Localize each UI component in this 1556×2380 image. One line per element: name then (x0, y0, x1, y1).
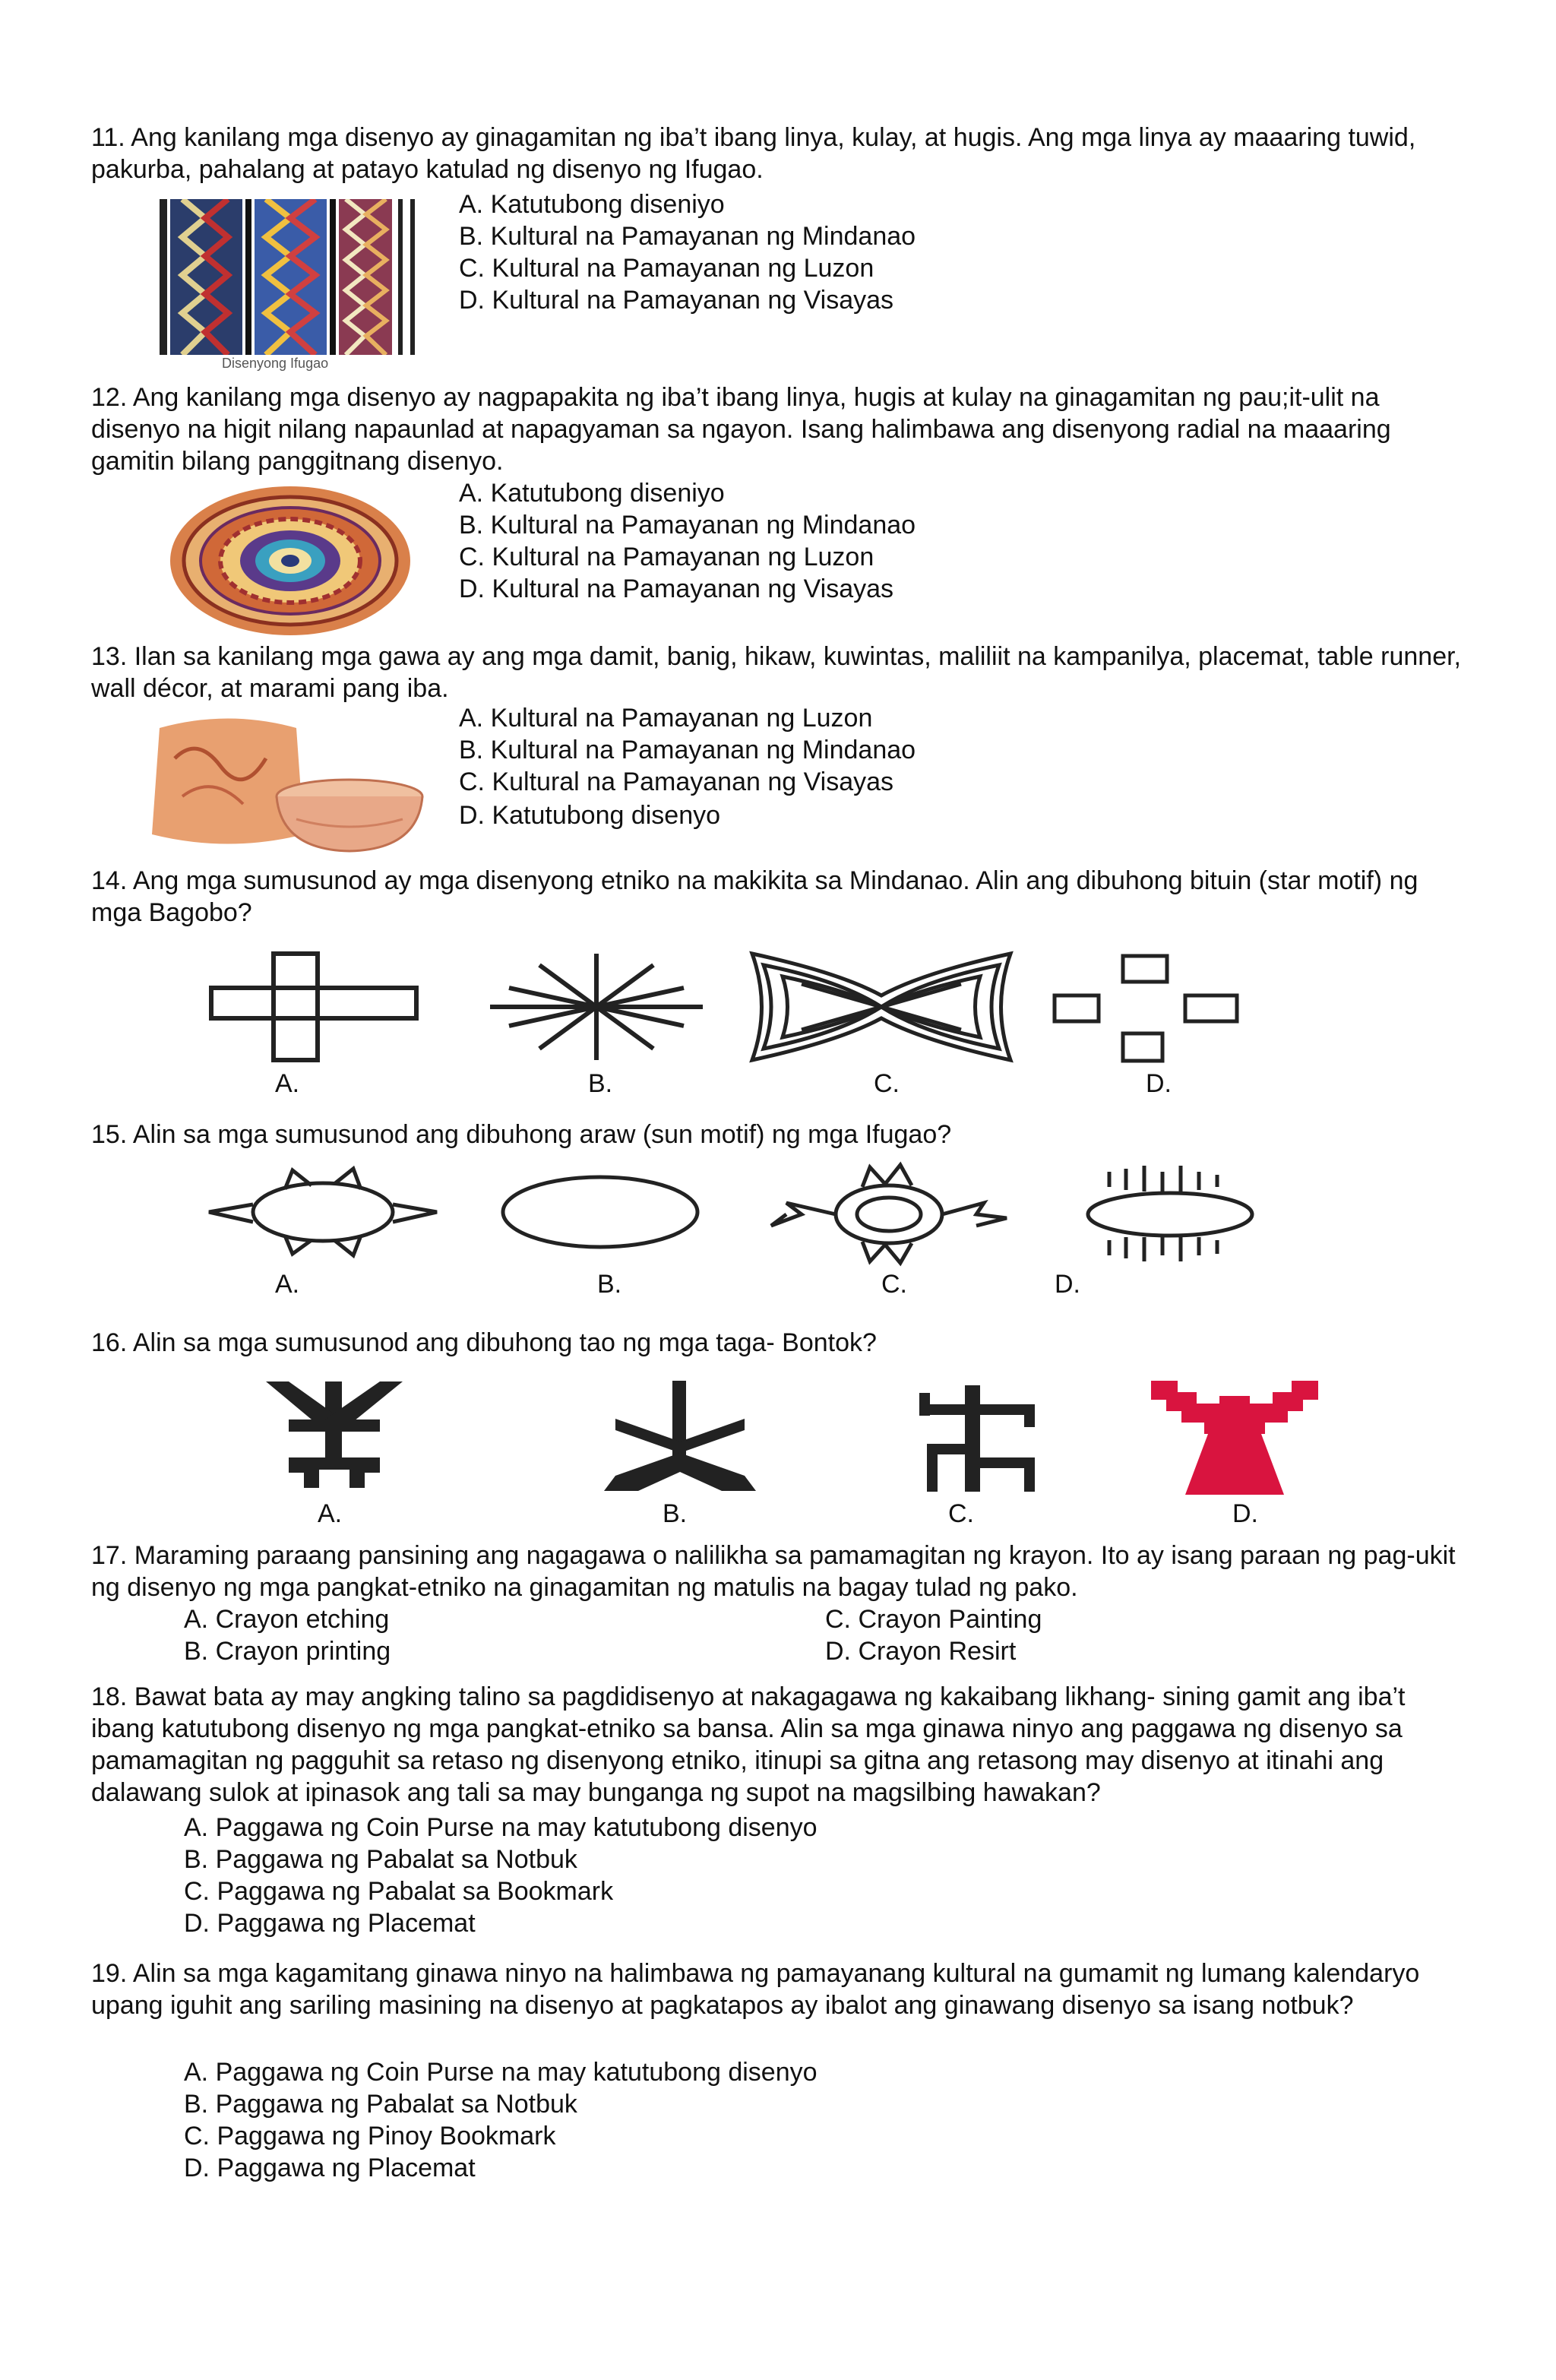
q19-option-b[interactable]: B. Paggawa ng Pabalat sa Notbuk (184, 2090, 577, 2119)
q16-human-c-icon[interactable] (897, 1381, 1048, 1499)
question-15-text: 15. Alin sa mga sumusunod ang dibuhong araw (sun motif) ng mga Ifugao? (91, 1120, 952, 1149)
q18-option-c[interactable]: C. Paggawa ng Pabalat sa Bookmark (184, 1877, 614, 1906)
q15-sun-b-icon[interactable] (498, 1170, 703, 1258)
q15-label-a: A. (275, 1270, 300, 1299)
q16-label-a: A. (318, 1499, 343, 1528)
q16-label-b: B. (663, 1499, 688, 1528)
q14-label-a: A. (275, 1069, 300, 1098)
q11-option-c[interactable]: C. Kultural na Pamayanan ng Luzon (459, 254, 874, 283)
question-19-text: 19. Alin sa mga kagamitang ginawa ninyo na halimbawa ng pamayanang kultural na gumamit ng lumang kalendaryo upang iguhit ang sariling masining na disenyo at pagkatapos ay ibalot ang ginawang disenyo sa isang notbuk? (91, 1959, 1420, 2020)
q17-option-d[interactable]: D. Crayon Resirt (825, 1637, 1017, 1666)
q16-label-c: C. (948, 1499, 974, 1528)
q19-option-a[interactable]: A. Paggawa ng Coin Purse na may katutubong disenyo (184, 2058, 818, 2087)
q15-label-b: B. (597, 1270, 622, 1299)
q17-option-b[interactable]: B. Crayon printing (184, 1637, 391, 1666)
q16-label-d: D. (1232, 1499, 1258, 1528)
q18-option-a[interactable]: A. Paggawa ng Coin Purse na may katutubong disenyo (184, 1813, 818, 1842)
q17-option-c[interactable]: C. Crayon Painting (825, 1605, 1042, 1634)
question-11-text: 11. Ang kanilang mga disenyo ay ginagamitan ng iba’t ibang linya, kulay, at hugis. Ang mga linya ay maaaring tuwid, pakurba, pahalang at patayo katulad ng disenyo ng Ifugao. (91, 123, 1416, 184)
q16-human-a-icon[interactable] (258, 1374, 410, 1499)
q16-human-b-icon[interactable] (600, 1377, 760, 1502)
q16-human-d-icon[interactable] (1147, 1377, 1322, 1502)
q18-option-b[interactable]: B. Paggawa ng Pabalat sa Notbuk (184, 1845, 577, 1874)
question-17-text: 17. Maraming paraang pansining ang nagagawa o nalilikha sa pamamagitan ng krayon. Ito ay isang paraan ng pag-ukit ng disenyo ng mga pangkat-etniko na ginagamitan ng matulis na bagay tulad ng pako. (91, 1541, 1456, 1602)
q14-label-c: C. (874, 1069, 900, 1098)
ifugao-textile-image (160, 199, 418, 359)
q13-option-b[interactable]: B. Kultural na Pamayanan ng Mindanao (459, 736, 916, 764)
q14-motif-c-looped-star-icon[interactable] (748, 942, 1014, 1075)
q14-motif-d-squares-icon[interactable] (1048, 951, 1261, 1069)
q12-option-d[interactable]: D. Kultural na Pamayanan ng Visayas (459, 574, 894, 603)
q14-motif-b-star-icon[interactable] (486, 950, 707, 1068)
q12-option-b[interactable]: B. Kultural na Pamayanan ng Mindanao (459, 511, 916, 540)
q15-label-c: C. (881, 1270, 907, 1299)
q12-option-a[interactable]: A. Katutubong diseniyo (459, 479, 725, 508)
q13-option-c[interactable]: C. Kultural na Pamayanan ng Visayas (459, 767, 894, 796)
q14-label-b: B. (588, 1069, 613, 1098)
question-16-text: 16. Alin sa mga sumusunod ang dibuhong tao ng mga taga- Bontok? (91, 1328, 877, 1357)
q15-sun-c-icon[interactable] (756, 1161, 1029, 1271)
q11-option-b[interactable]: B. Kultural na Pamayanan ng Mindanao (459, 222, 916, 251)
q15-label-d: D. (1055, 1270, 1080, 1299)
q13-option-d[interactable]: D. Katutubong disenyo (459, 801, 721, 830)
q15-sun-d-icon[interactable] (1079, 1161, 1261, 1271)
q14-label-d: D. (1146, 1069, 1172, 1098)
q18-option-d[interactable]: D. Paggawa ng Placemat (184, 1909, 476, 1938)
q11-option-a[interactable]: A. Katutubong diseniyo (459, 190, 725, 219)
visayas-pottery-image (144, 713, 425, 861)
q14-motif-a-cross-icon[interactable] (205, 950, 425, 1068)
question-13-text: 13. Ilan sa kanilang mga gawa ay ang mga damit, banig, hikaw, kuwintas, maliliit na kampanilya, placemat, table runner, wall décor, at marami pang iba. (91, 642, 1461, 703)
question-18-text: 18. Bawat bata ay may angking talino sa pagdidisenyo at nakagagawa ng kakaibang likhang- sining gamit ang iba’t ibang katutubong disenyo ng mga pangkat-etniko sa bansa. Alin sa mga ginawa ninyo ang paggawa ng disenyo sa pamamagitan ng pagguhit sa retaso ng disenyong etniko, itinupi sa gitna ang retasong may disenyo at itinahi ang dalawang sulok at ipinasok ang tali sa may bunganga ng supot na magsilbing hawakan? (91, 1682, 1406, 1807)
radial-design-image (169, 485, 412, 641)
q17-option-a[interactable]: A. Crayon etching (184, 1605, 390, 1634)
q15-sun-a-icon[interactable] (201, 1163, 444, 1265)
q13-option-a[interactable]: A. Kultural na Pamayanan ng Luzon (459, 704, 873, 733)
red-human-figure-shape (1151, 1381, 1318, 1495)
question-14-text: 14. Ang mga sumusunod ay mga disenyong etniko na makikita sa Mindanao. Alin ang dibuhong bituin (star motif) ng mga Bagobo? (91, 866, 1418, 927)
q11-option-d[interactable]: D. Kultural na Pamayanan ng Visayas (459, 286, 894, 315)
q19-option-c[interactable]: C. Paggawa ng Pinoy Bookmark (184, 2122, 556, 2151)
q12-option-c[interactable]: C. Kultural na Pamayanan ng Luzon (459, 543, 874, 571)
q19-option-d[interactable]: D. Paggawa ng Placemat (184, 2154, 476, 2182)
question-12-text: 12. Ang kanilang mga disenyo ay nagpapakita ng iba’t ibang linya, hugis at kulay na ginagamitan ng pau;it-ulit na disenyo na higit nilang napaunlad at napagyaman sa ngayon. Isang halimbawa ang disenyong radial na maaaring gamitin bilang panggitnang disenyo. (91, 383, 1391, 476)
ifugao-image-caption: Disenyong Ifugao (222, 356, 329, 371)
